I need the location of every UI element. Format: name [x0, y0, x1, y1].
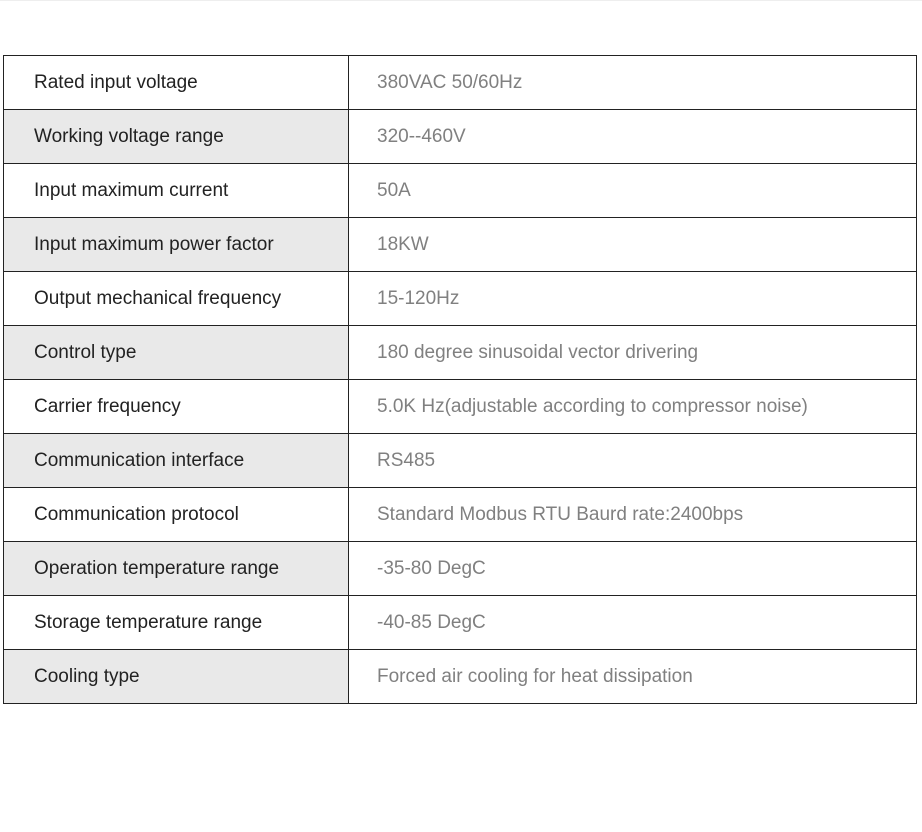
- spec-value: 180 degree sinusoidal vector drivering: [349, 326, 917, 380]
- spec-label: Communication interface: [4, 434, 349, 488]
- spec-value: RS485: [349, 434, 917, 488]
- table-row: [4, 272, 917, 326]
- spec-value: 18KW: [349, 218, 917, 272]
- spec-value: -35-80 DegC: [349, 542, 917, 596]
- top-divider: [0, 0, 922, 1]
- spec-value: -40-85 DegC: [349, 596, 917, 650]
- spec-value: 50A: [349, 164, 917, 218]
- table-row: [4, 542, 917, 596]
- spec-label: Storage temperature range: [4, 596, 349, 650]
- spec-label: Cooling type: [4, 650, 349, 704]
- spec-value: Forced air cooling for heat dissipation: [349, 650, 917, 704]
- spec-label: Input maximum current: [4, 164, 349, 218]
- table-row: [4, 164, 917, 218]
- table-row: [4, 218, 917, 272]
- table-row: [4, 326, 917, 380]
- spec-value: Standard Modbus RTU Baurd rate:2400bps: [349, 488, 917, 542]
- spec-label: Carrier frequency: [4, 380, 349, 434]
- spec-label: Rated input voltage: [4, 56, 349, 110]
- table-row: [4, 596, 917, 650]
- spec-value: 380VAC 50/60Hz: [349, 56, 917, 110]
- table-row: [4, 56, 917, 110]
- spec-label: Working voltage range: [4, 110, 349, 164]
- table-row: [4, 380, 917, 434]
- spec-value: 15-120Hz: [349, 272, 917, 326]
- spec-label: Operation temperature range: [4, 542, 349, 596]
- spec-label: Control type: [4, 326, 349, 380]
- table-row: [4, 650, 917, 704]
- table-row: [4, 434, 917, 488]
- spec-value: 320--460V: [349, 110, 917, 164]
- spec-value: 5.0K Hz(adjustable according to compressor noise): [349, 380, 917, 434]
- spec-label: Communication protocol: [4, 488, 349, 542]
- spec-label: Output mechanical frequency: [4, 272, 349, 326]
- table-row: [4, 110, 917, 164]
- table-row: [4, 488, 917, 542]
- spec-label: Input maximum power factor: [4, 218, 349, 272]
- spec-table: [3, 55, 917, 704]
